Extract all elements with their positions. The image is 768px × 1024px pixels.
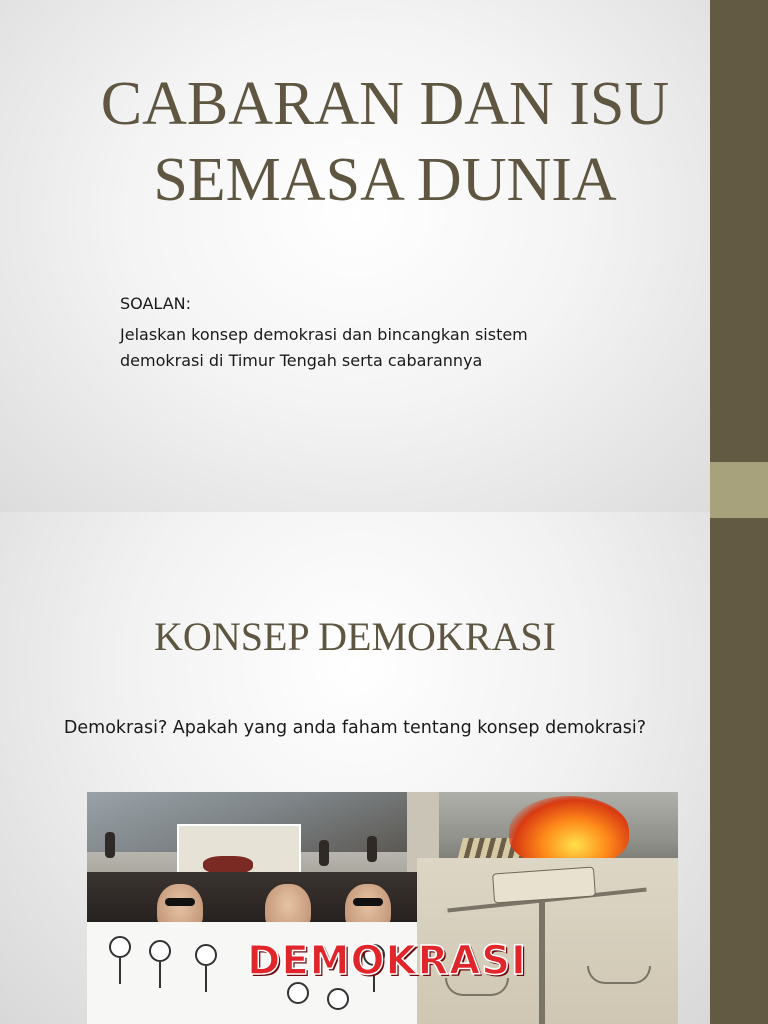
- collage-headline-word: DEMOKRASI: [247, 938, 527, 984]
- question-text: Jelaskan konsep demokrasi dan bincangkan sistem demokrasi di Timur Tengah serta cabarannya: [120, 325, 528, 370]
- title-line-2: SEMASA DUNIA: [153, 146, 617, 214]
- title-line-1: CABARAN DAN ISU: [100, 70, 670, 138]
- intro-question: Demokrasi? Apakah yang anda faham tentang konsep demokrasi?: [63, 718, 647, 738]
- slide-1: [0, 0, 710, 512]
- sidebar-band-top: [710, 0, 768, 462]
- question-label: SOALAN:: [120, 294, 191, 313]
- slide-2: [0, 512, 710, 1024]
- sidebar-band-bottom: [710, 518, 768, 1024]
- slide-title: KONSEP DEMOKRASI: [154, 614, 556, 659]
- slide-title: [60, 66, 710, 218]
- sidebar-accent-block: [710, 462, 768, 518]
- democracy-collage-image: [87, 792, 678, 1024]
